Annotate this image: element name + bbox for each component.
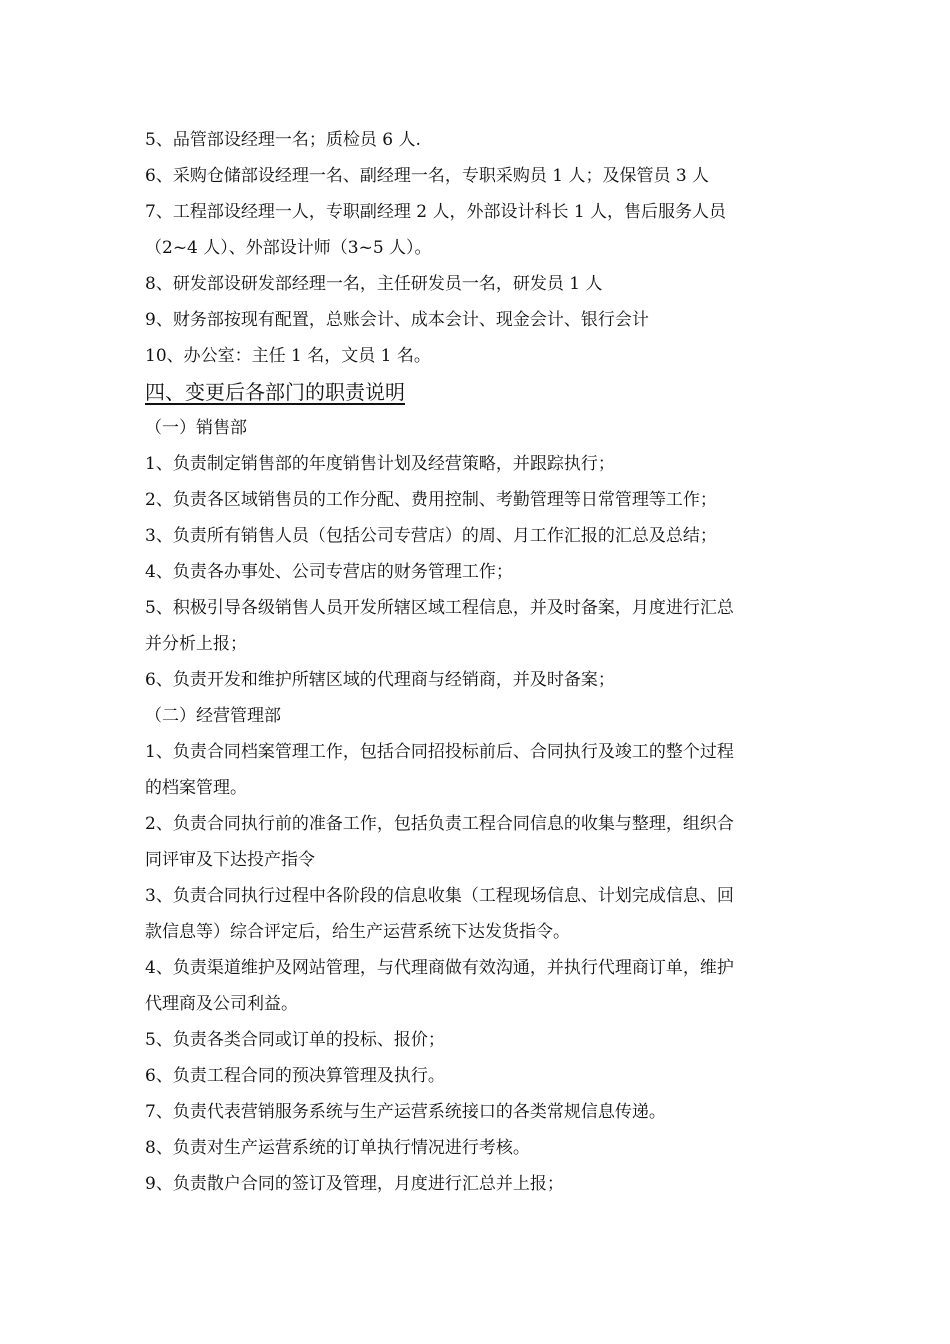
text-line: 8、负责对生产运营系统的订单执行情况进行考核。 [145,1138,530,1158]
text-line: 6、负责工程合同的预决算管理及执行。 [145,1066,445,1086]
text-line: 4、负责各办事处、公司专营店的财务管理工作； [145,562,513,582]
text-line: 5、品管部设经理一名；质检员 6 人. [145,130,421,150]
text-line: 6、采购仓储部设经理一名、副经理一名，专职采购员 1 人；及保管员 3 人 [145,166,710,186]
text-line: 7、负责代表营销服务系统与生产运营系统接口的各类常规信息传递。 [145,1102,666,1122]
text-line: 10、办公室：主任 1 名，文员 1 名。 [145,346,431,366]
text-line: 3、负责所有销售人员（包括公司专营店）的周、月工作汇报的汇总及总结； [145,526,717,546]
text-line: 2、负责合同执行前的准备工作，包括负责工程合同信息的收集与整理，组织合 [145,814,734,834]
text-line: 代理商及公司利益。 [145,994,298,1014]
text-line: 3、负责合同执行过程中各阶段的信息收集（工程现场信息、计划完成信息、回 [145,886,734,906]
text-line: 9、财务部按现有配置，总账会计、成本会计、现金会计、银行会计 [145,310,649,330]
text-line: 5、负责各类合同或订单的投标、报价； [145,1030,445,1050]
text-line: 同评审及下达投产指令 [145,850,315,870]
text-line: 6、负责开发和维护所辖区域的代理商与经销商，并及时备案； [145,670,615,690]
text-line: 并分析上报； [145,634,247,654]
text-line: 7、工程部设经理一人，专职副经理 2 人，外部设计科长 1 人，售后服务人员 [145,202,727,222]
text-line: 1、负责合同档案管理工作，包括合同招投标前后、合同执行及竣工的整个过程 [145,742,734,762]
section-heading: 四、变更后各部门的职责说明 [145,380,405,404]
text-line: （2~4 人）、外部设计师（3~5 人）。 [145,238,432,258]
text-line: 的档案管理。 [145,778,247,798]
text-line: 1、负责制定销售部的年度销售计划及经营策略，并跟踪执行； [145,454,615,474]
document-body [145,122,815,1202]
text-line: 4、负责渠道维护及网站管理，与代理商做有效沟通，并执行代理商订单，维护 [145,958,734,978]
text-line: 5、积极引导各级销售人员开发所辖区域工程信息，并及时备案，月度进行汇总 [145,598,734,618]
text-line: 8、研发部设研发部经理一名，主任研发员一名，研发员 1 人 [145,274,603,294]
text-line: 9、负责散户合同的签订及管理，月度进行汇总并上报； [145,1174,564,1194]
text-line: 2、负责各区域销售员的工作分配、费用控制、考勤管理等日常管理等工作； [145,490,717,510]
subsection-title: （一）销售部 [145,418,247,438]
subsection-title: （二）经营管理部 [145,706,281,726]
text-line: 款信息等）综合评定后，给生产运营系统下达发货指令。 [145,922,570,942]
